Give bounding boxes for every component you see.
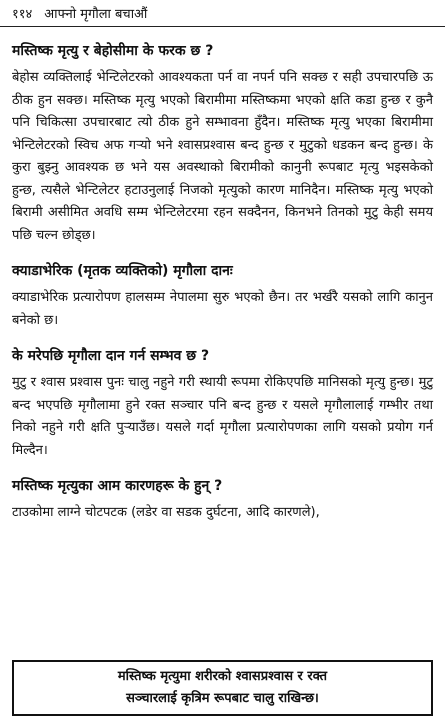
book-title: आफ्नो मृगौला बचाऔं: [44, 7, 148, 22]
heading-donation-after-death: के मरेपछि मृगौला दान गर्न सम्भव छ ?: [12, 348, 210, 364]
callout-line-2: सञ्चारलाई कृत्रिम रूपबाट चालु राखिन्छ।: [126, 691, 319, 706]
paragraph-donation-after-death: मुटु र श्वास प्रश्वास पुनः चालु नहुने गरी स्थायी रूपमा रोकिएपछि मानिसको मृत्यु हुन्छ। मुटु बन्द भएपछि मृगौलामा हुने रक्त सञ्चार पनि बन्द हुन्छ र यसले मृगौलालाई गम्भीर तथा निको नहुने गरी क्षति पुऱ्याउँछ। यसले गर्दा मृगौला प्रत्यारोपणका लागि यसको प्रयोग गर्न मिल्दैन।: [12, 375, 433, 458]
heading-causes-brain-death: मस्तिष्क मृत्युका आम कारणहरू के हुन् ?: [12, 478, 223, 494]
paragraph-causes-brain-death: टाउकोमा लाग्ने चोटपटक (लडेर वा सडक दुर्घटना, आदि कारणले),: [12, 505, 320, 520]
paragraph-cadaveric-donation: क्याडाभेरिक प्रत्यारोपण हालसम्म नेपालमा सुरु भएको छैन। तर भर्खरै यसको लागि कानुन बनेको छ।: [12, 290, 433, 328]
page-number: ११४: [12, 7, 33, 22]
callout-line-1: मस्तिष्क मृत्युमा शरीरको श्वासप्रश्वास र रक्त: [117, 669, 328, 684]
running-header: [0, 4, 445, 27]
heading-brain-death-vs-coma: मस्तिष्क मृत्यु र बेहोसीमा के फरक छ ?: [12, 43, 214, 59]
paragraph-brain-death-vs-coma: बेहोस व्यक्तिलाई भेन्टिलेटरको आवश्यकता पर्न वा नपर्न पनि सक्छ र सही उपचारपछि ऊ ठीक हुन सक्छ। मस्तिष्क मृत्यु भएको बिरामीमा मस्तिष्कमा भएको क्षति कडा हुन्छ र कुनै पनि चिकित्सा उपचारबाट त्यो ठीक हुने सम्भावना हुँदैन। मस्तिष्क मृत्यु भएका बिरामीमा भेन्टिलेटरको स्विच अफ गऱ्यो भने श्वासप्रश्वास बन्द हुन्छ र मुटुको धडकन बन्द हुन्छ। के कुरा बुझ्नु आवश्यक छ भने यस अवस्थाको बिरामीको कानुनी रूपबाट मृत्यु भइसकेको हुन्छ, त्यसैले भेन्टिलेटर हटाउनुलाई निजको मृत्युको कारण मानिदैन। मस्तिष्क मृत्यु भएको बिरामी असीमित अवधि सम्म भेन्टिलेटरमा रहन सक्दैनन, किनभने तिनको मुटु केही समय पछि चल्न छोड्छ।: [12, 70, 433, 243]
callout-box: [12, 660, 433, 716]
heading-cadaveric-donation: क्याडाभेरिक (मृतक व्यक्तिको) मृगौला दानः: [12, 263, 233, 279]
